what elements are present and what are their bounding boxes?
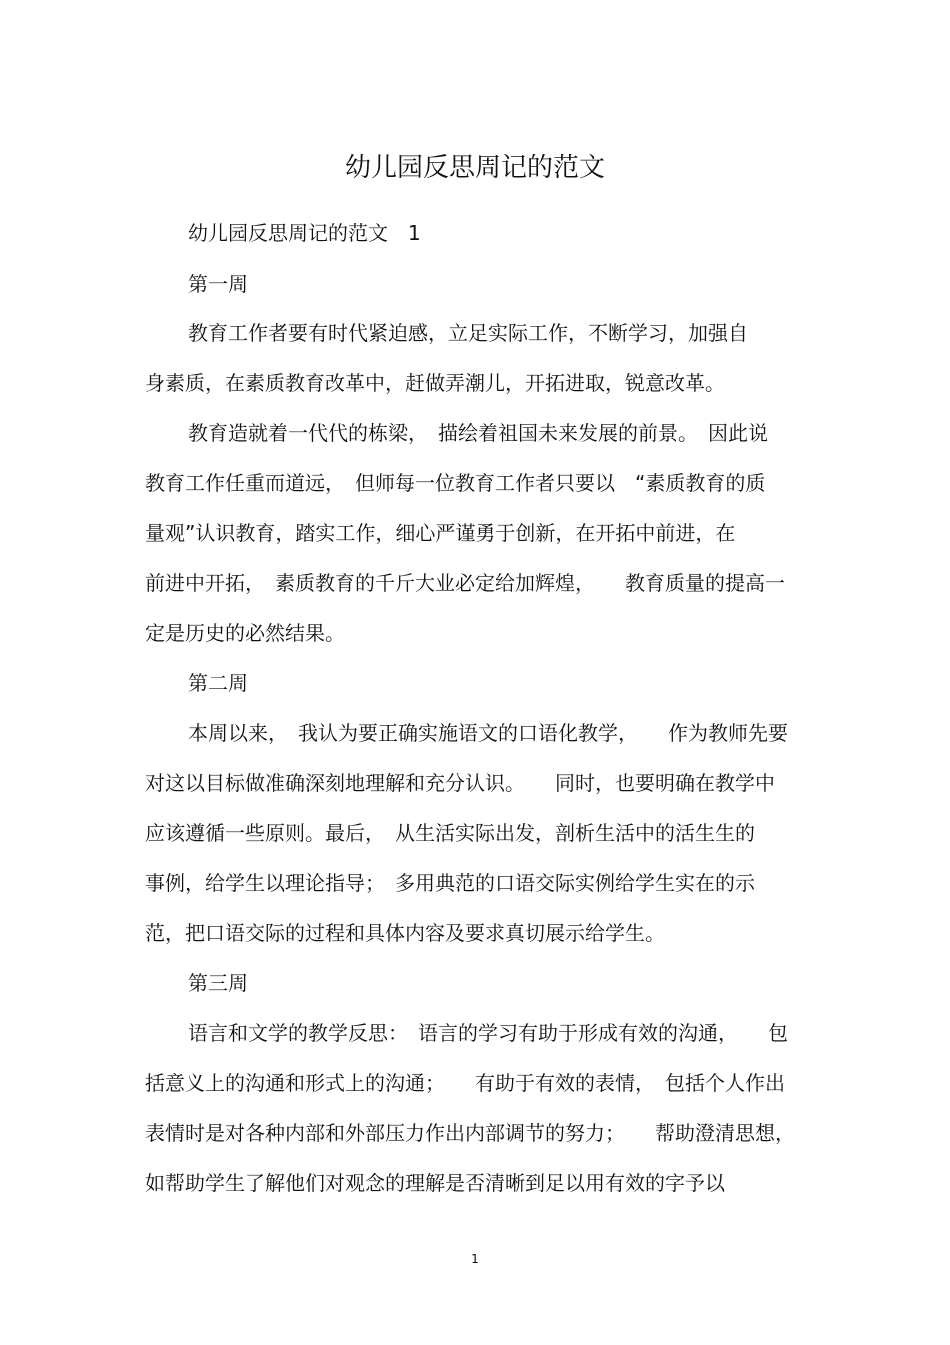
week-heading: 第三周 <box>188 971 248 995</box>
paragraph-line: 括意义上的沟通和形式上的沟通； 有助于有效的表情， 包括个人作出 <box>145 1071 785 1095</box>
paragraph-line: 表情时是对各种内部和外部压力作出内部调节的努力； 帮助澄清思想， <box>145 1121 795 1145</box>
paragraph-line: 范，把口语交际的过程和具体内容及要求真切展示给学生。 <box>145 921 665 945</box>
section-heading: 幼儿园反思周记的范文 1 <box>188 221 421 245</box>
paragraph-line: 语言和文学的教学反思： 语言的学习有助于形成有效的沟通， 包 <box>188 1021 788 1045</box>
paragraph-line: 对这以目标做准确深刻地理解和充分认识。 同时，也要明确在教学中 <box>145 771 775 795</box>
paragraph-line: 应该遵循一些原则。最后， 从生活实际出发，剖析生活中的活生生的 <box>145 821 755 845</box>
paragraph-line: 定是历史的必然结果。 <box>145 621 345 645</box>
week-heading: 第二周 <box>188 671 248 695</box>
paragraph-line: 事例，给学生以理论指导； 多用典范的口语交际实例给学生实在的示 <box>145 871 755 895</box>
paragraph-line: 本周以来， 我认为要正确实施语文的口语化教学， 作为教师先要 <box>188 721 788 745</box>
paragraph-line: 教育造就着一代代的栋梁， 描绘着祖国未来发展的前景。 因此说 <box>188 421 768 445</box>
paragraph-line: 教育工作者要有时代紧迫感，立足实际工作，不断学习，加强自 <box>188 321 748 345</box>
paragraph-line: 身素质，在素质教育改革中，赶做弄潮儿，开拓进取，锐意改革。 <box>145 371 725 395</box>
paragraph-line: 如帮助学生了解他们对观念的理解是否清晰到足以用有效的字予以 <box>145 1171 725 1195</box>
paragraph-line: 教育工作任重而道远， 但师每一位教育工作者只要以 “素质教育的质 <box>145 471 766 495</box>
week-heading: 第一周 <box>188 272 248 296</box>
page-number: 1 <box>471 1252 479 1266</box>
document-title: 幼儿园反思周记的范文 <box>344 153 605 183</box>
paragraph-line: 前进中开拓， 素质教育的千斤大业必定给加辉煌， 教育质量的提高一 <box>145 571 785 595</box>
paragraph-line: 量观”认识教育，踏实工作，细心严谨勇于创新，在开拓中前进，在 <box>145 521 736 545</box>
